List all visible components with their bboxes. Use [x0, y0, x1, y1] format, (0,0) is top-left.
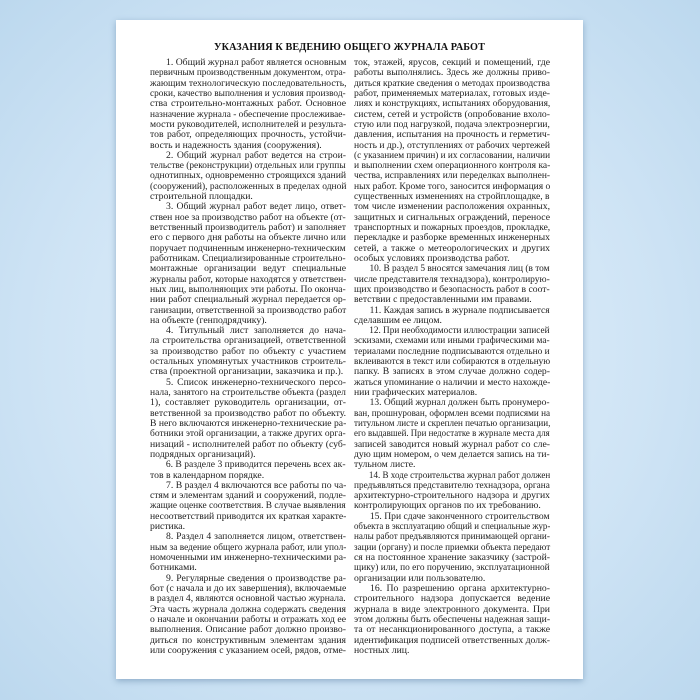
- text-line: 15. При сдаче законченного строительством: [369, 510, 550, 522]
- text-line: журнала в виде электронного документа. При: [354, 603, 550, 615]
- text-line: стям и элементам зданий и сооружений, подле-: [150, 490, 346, 502]
- text-line: эскизами, схемами или иными графическими ма-: [354, 335, 550, 347]
- text-line: сроки, качество выполнения и условия производ-: [150, 87, 346, 99]
- paragraph: [354, 264, 550, 305]
- text-line: систем, сетей и устройств (опробование вхоло-: [354, 108, 550, 120]
- text-line: ства (проектной организации, заказчика и пр.).: [150, 366, 344, 378]
- text-line: щих производство и безопасность работ в соот-: [354, 283, 550, 295]
- text-line: ботниками.: [150, 562, 197, 574]
- text-line: работ, применяемых материалах, готовых изде-: [354, 87, 550, 99]
- paragraph: [150, 151, 346, 203]
- text-line: строительного надзора допускается ведение: [354, 593, 550, 605]
- text-line: несоответствий приводится их краткая характе-: [150, 510, 347, 522]
- text-line: перекладке и разборке временных инженерных: [354, 232, 550, 244]
- text-line: сетей, а также о метеорологических и других: [354, 242, 550, 254]
- paragraph: [150, 481, 346, 533]
- text-line: диться краткие сведения о методах производства: [354, 77, 550, 89]
- text-line: объекта в эксплуатацию общий и специальные жур-: [354, 521, 551, 533]
- text-line: налы работ предъявляются принимающей органи-: [354, 531, 550, 543]
- text-line: нала, занятого на строительстве объекта (раздел: [150, 387, 346, 398]
- paragraph: [150, 574, 346, 657]
- text-line: защитных и сигнальных ограждений, переносе: [354, 211, 550, 223]
- text-line: ганизации, ответственной за производство работ: [150, 304, 347, 316]
- text-line: зации (органу) и после приемки объекта передают: [354, 541, 551, 553]
- paragraph: [354, 326, 550, 398]
- text-line: монтажные организации ведут специальные: [150, 263, 346, 275]
- text-line: том числе изменении расположения охранных,: [354, 201, 550, 213]
- text-line: титульном листе и скреплен печатью организации,: [354, 417, 551, 429]
- text-line: ность и др.), отступлениях от рабочих чертежей: [354, 139, 551, 151]
- text-line: 5. Список инженерно-технического персо-: [166, 376, 346, 388]
- text-line: (с указанием причин) и их согласовании, наличии: [354, 149, 551, 161]
- document-title: УКАЗАНИЯ К ВЕДЕНИЮ ОБЩЕГО ЖУРНАЛА РАБОТ: [214, 42, 485, 53]
- paragraph: [354, 306, 550, 327]
- text-line: предъявляться представителю технадзора, органа: [354, 479, 550, 491]
- text-line: папку. В записях в этом случае должно содер-: [354, 366, 550, 378]
- text-line: 6. В разделе 3 приводится перечень всех ак-: [165, 459, 346, 471]
- text-line: сделавшим ее лицом.: [354, 314, 442, 326]
- text-line: числе представителя технадзора), контролирую-: [354, 273, 550, 285]
- text-line: Эта часть журнала должна содержать сведения: [150, 603, 346, 615]
- text-line: бот (с начала и до их завершения), включаемые: [150, 582, 347, 594]
- text-column-right: [354, 58, 550, 656]
- text-line: ла строительства организацией, ответственной: [150, 335, 346, 347]
- text-line: номоченными им инженерно-техническими ра-: [150, 552, 347, 563]
- document-page: [116, 20, 583, 679]
- text-line: ных работ. Кроме того, заносится информация о: [354, 180, 551, 192]
- text-line: ветствии с предоставленными им правами.: [354, 294, 532, 306]
- text-line: ветственный производитель работ) и заполняет: [150, 222, 346, 233]
- text-line: чества, исправлениях или переделках выполнен-: [354, 170, 551, 182]
- text-line: В него включаются инженерно-технические ра-: [150, 417, 347, 429]
- paragraph: [150, 326, 346, 378]
- text-line: записей заводится новый журнал работ со сле-: [354, 438, 550, 450]
- paragraph: [354, 398, 550, 470]
- text-line: контролирующих органов по их требованию.: [354, 500, 541, 512]
- text-line: дую щим номером, о чем делается запись на ти-: [354, 448, 550, 460]
- text-line: работы выполнялись. Здесь же должны приво-: [354, 67, 550, 79]
- text-line: ботники этой организации, а также других орга-: [150, 428, 346, 440]
- text-line: териалами последние подписываются отдельно и: [354, 345, 550, 357]
- text-line: вость и надежность здания (сооружения).: [150, 139, 322, 151]
- text-line: 9. Регулярные сведения о производстве ра-: [166, 572, 346, 584]
- text-line: та от несанкционированного доступа, а также: [354, 624, 550, 636]
- text-line: 1), составляет руководитель организации, от-: [150, 397, 346, 409]
- text-line: назначение журнала - обеспечение прослеживае-: [150, 108, 346, 120]
- text-line: тов в календарном порядке.: [150, 469, 265, 481]
- paragraph: [354, 584, 550, 656]
- text-line: стую или под нагрузкой, подача электроэнергии,: [354, 118, 550, 130]
- text-line: 13. Общий журнал должен быть пронумеро-: [369, 397, 550, 409]
- text-line: архитектурно-строительного надзора и других: [354, 490, 550, 502]
- text-line: давления, испытания на прочность и герметич-: [354, 129, 550, 141]
- text-line: нии работ специальный журнал передается ор-: [150, 294, 346, 306]
- text-line: существенных изменениях на стройплощадке, в: [354, 191, 550, 203]
- text-line: ристика.: [150, 521, 186, 533]
- text-line: остальных упомянутых участников строитель-: [150, 356, 346, 368]
- text-line: лиях и конструкциях, испытаниях оборудования,: [354, 98, 551, 110]
- text-line: и выполнении схем операционного контроля ка-: [354, 160, 551, 172]
- paragraph: [354, 471, 550, 512]
- text-line: однотипных, одновременно строящихся зданий: [150, 170, 347, 182]
- text-line: жаться упоминание о наличии и место нахожде-: [354, 376, 551, 388]
- paragraph: [150, 202, 346, 326]
- text-line: его выдавшей. При недостатке в журнале места для: [354, 428, 550, 440]
- text-line: идентификация подписей ответственных долж-: [354, 634, 550, 646]
- text-line: 14. В ходе строительства журнал работ должен: [368, 469, 551, 481]
- text-line: 1. Общий журнал работ является основным: [166, 57, 347, 68]
- text-line: или сооружения с указанием осей, рядов, отме-: [150, 644, 346, 656]
- text-line: этом должны быть обеспечены надежная защи-: [354, 613, 551, 625]
- text-line: работникам. Специализированные строительно-: [150, 252, 346, 264]
- text-line: 3. Общий журнал работ ведет лицо, ответ-: [166, 201, 346, 213]
- text-line: ток, этажей, ярусов, секций и помещений, где: [354, 57, 550, 68]
- text-line: в раздел 4, являются основной частью журнала.: [150, 593, 346, 605]
- text-line: нии графических материалов.: [354, 387, 478, 398]
- text-line: жащие оценке соответствия. В случае выявления: [150, 500, 346, 512]
- text-line: ства строительно-монтажных работ. Основное: [150, 98, 346, 110]
- text-line: подрядных организаций).: [150, 448, 256, 460]
- text-line: мости руководителей, исполнителей и результа-: [150, 118, 347, 130]
- text-column-left: [150, 58, 346, 656]
- text-line: транспортных и пожарных проездов, прокладке,: [354, 222, 551, 233]
- text-line: диться по конструктивным элементам здания: [150, 634, 346, 646]
- text-line: тов работ, определяющих прочность, устойчи-: [150, 129, 346, 141]
- text-line: 7. В раздел 4 включаются все работы по ча-: [166, 479, 347, 491]
- text-line: 11. Каждая запись в журнале подписывается: [369, 304, 550, 316]
- paragraph: [354, 58, 550, 264]
- text-line: за производство работ по объекту с участием: [150, 345, 346, 357]
- text-line: 4. Титульный лист заполняется до нача-: [166, 325, 346, 337]
- paragraph: [150, 460, 346, 481]
- text-line: выполнения. Описание работ должно произво-: [150, 624, 346, 636]
- text-line: ся на постоянное хранение заказчику (застрой-: [354, 552, 550, 563]
- text-line: ствен ное за производство работ на объекте (от-: [150, 211, 346, 223]
- text-line: строительной площадки.: [150, 191, 253, 203]
- text-line: его с первого дня работы на объекте лично или: [150, 232, 346, 244]
- text-line: щику) или, по его поручению, эксплуатационной: [354, 562, 550, 574]
- paragraph: [150, 532, 346, 573]
- text-line: 8. Раздел 4 заполняется лицом, ответствен-: [166, 531, 346, 543]
- text-line: первичным производственным документом, отра-: [150, 67, 346, 79]
- paragraph: [150, 378, 346, 461]
- text-line: вклеиваются в текст или собираются в отдельную: [354, 356, 551, 368]
- text-line: ных лиц, выполняющих эти работы. По оконча-: [150, 283, 346, 295]
- text-line: журналы работ, которые находятся у ответствен-: [150, 273, 347, 285]
- text-line: ван, прошнурован, оформлен всеми подписями на: [354, 407, 551, 419]
- text-line: особых условиях производства работ.: [354, 252, 510, 264]
- text-line: жающим технологическую последовательность,: [150, 77, 347, 89]
- text-line: (сооружений), расположенных в пределах одной: [150, 180, 347, 192]
- text-line: 16. По разрешению органа архитектурно-: [370, 582, 550, 594]
- text-line: 2. Общий журнал работ ведется на строи-: [166, 149, 346, 161]
- text-line: на объекте (генподрядчику).: [150, 314, 267, 326]
- text-line: 12. При необходимости иллюстрации записей: [369, 325, 550, 337]
- text-line: о начале и окончании работы и отражать ход ее: [150, 613, 346, 625]
- text-line: организации или пользователю.: [354, 572, 486, 584]
- text-line: ным за ведение общего журнала работ, или упол-: [150, 541, 347, 553]
- paragraph: [150, 58, 346, 151]
- text-line: ностных лиц.: [354, 644, 410, 656]
- paragraph: [354, 512, 550, 584]
- text-line: тельстве (реконструкции) отдельных или группы: [150, 160, 346, 172]
- text-line: 10. В раздел 5 вносятся замечания лиц (в том: [369, 263, 550, 275]
- text-line: ветственной за производство работ по объекту.: [150, 407, 346, 419]
- text-line: низаций - исполнителей работ по объекту (суб-: [150, 438, 346, 450]
- text-line: тульном листе.: [354, 459, 416, 471]
- text-line: поручает подчиненным инженерно-техническим: [150, 242, 346, 254]
